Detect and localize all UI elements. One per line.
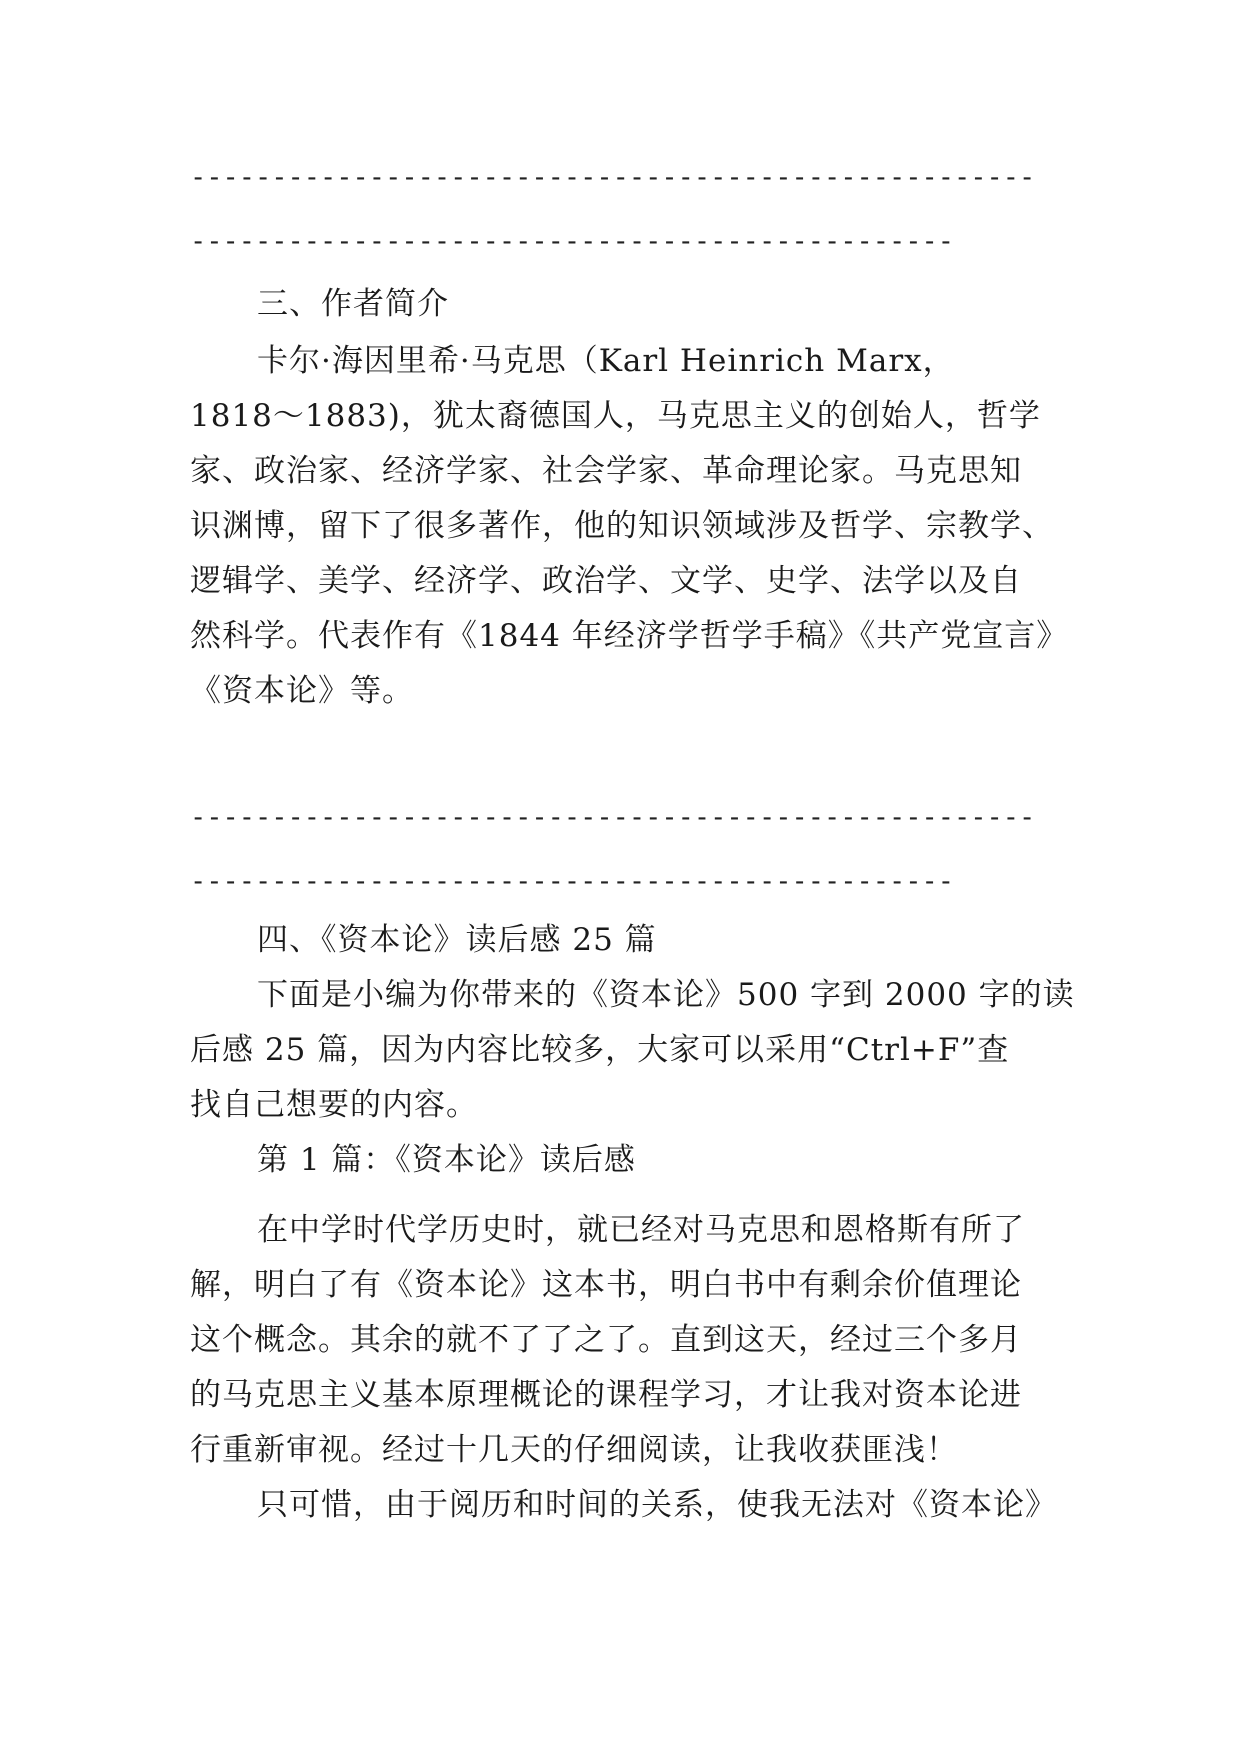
paragraph-line: 只可惜，由于阅历和时间的关系，使我无法对《资本论》 — [257, 1487, 1057, 1523]
separator-line: ----------------------------------------------- — [190, 866, 955, 897]
paragraph-line: 在中学时代学历史时，就已经对马克思和恩格斯有所了 — [257, 1212, 1025, 1248]
essay-title: 第 1 篇：《资本论》读后感 — [257, 1142, 636, 1178]
paragraph-line: 行重新审视。经过十几天的仔细阅读，让我收获匪浅！ — [190, 1432, 958, 1468]
paragraph-line: 的马克思主义基本原理概论的课程学习，才让我对资本论进 — [190, 1377, 1022, 1413]
paragraph-line: 《资本论》等。 — [190, 673, 414, 709]
paragraph-line: 解，明白了有《资本论》这本书，明白书中有剩余价值理论 — [190, 1267, 1022, 1303]
paragraph-line: 卡尔·海因里希·马克思（Karl Heinrich Marx， — [257, 343, 955, 379]
paragraph-line: 1818～1883)，犹太裔德国人，马克思主义的创始人，哲学 — [190, 398, 1041, 434]
paragraph-line: 下面是小编为你带来的《资本论》500 字到 2000 字的读 — [257, 977, 1075, 1013]
paragraph-line: 这个概念。其余的就不了了之了。直到这天，经过三个多月 — [190, 1322, 1022, 1358]
separator-line: ----------------------------------------------- — [190, 226, 955, 257]
paragraph-line: 然科学。代表作有《1844 年经济学哲学手稿》《共产党宣言》 — [190, 618, 1069, 654]
paragraph-line: 识渊博，留下了很多著作，他的知识领域涉及哲学、宗教学、 — [190, 508, 1054, 544]
separator-line: ---------------------------------------------------- — [190, 802, 1036, 833]
paragraph-line: 家、政治家、经济学家、社会学家、革命理论家。马克思知 — [190, 453, 1022, 489]
separator-line: ---------------------------------------------------- — [190, 162, 1036, 193]
paragraph-line: 后感 25 篇，因为内容比较多，大家可以采用“Ctrl+F”查 — [190, 1032, 1010, 1068]
section-heading: 三、作者简介 — [257, 286, 449, 322]
paragraph-line: 找自己想要的内容。 — [190, 1087, 478, 1123]
paragraph-line: 逻辑学、美学、经济学、政治学、文学、史学、法学以及自 — [190, 563, 1022, 599]
section-heading: 四、《资本论》读后感 25 篇 — [257, 922, 657, 958]
